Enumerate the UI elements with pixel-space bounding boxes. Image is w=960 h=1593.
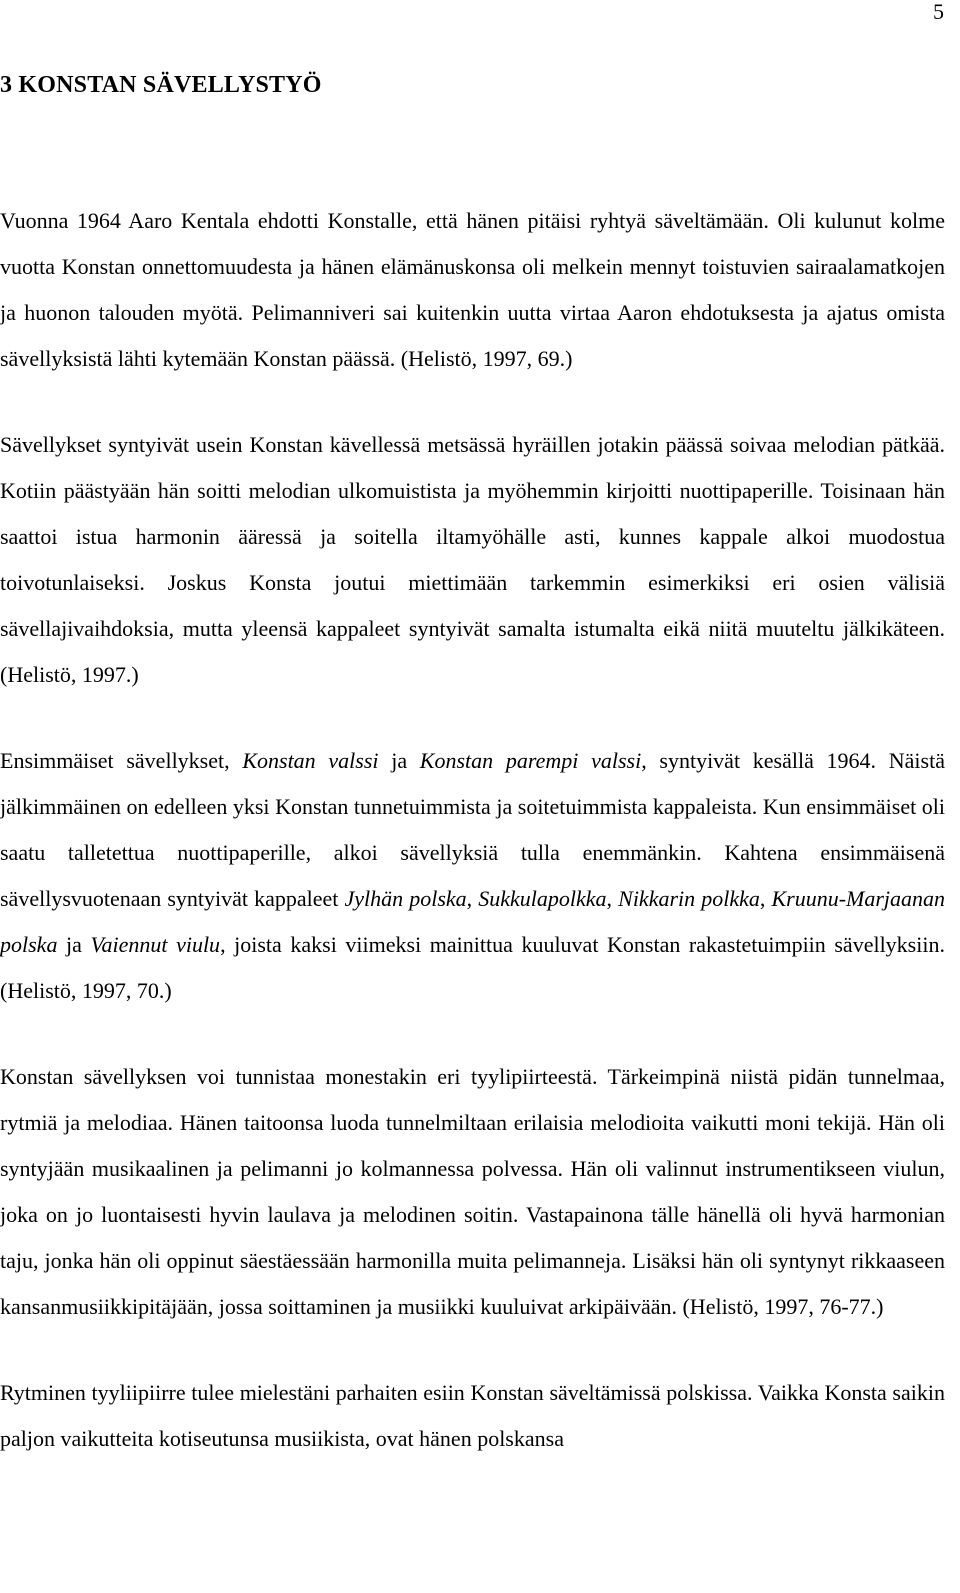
text-run: ja bbox=[57, 932, 91, 957]
text-run: Rytminen tyyliipiirre tulee mielestäni parhaiten esiin Konstan säveltämissä polskissa. Vaikka Konsta saikin paljon vaikutteita kotiseutunsa musiikista, ovat hänen polskansa bbox=[0, 1380, 945, 1451]
italic-title: Vaiennut viulu bbox=[90, 932, 221, 957]
paragraph-1 bbox=[0, 198, 945, 382]
text-run: , bbox=[759, 886, 772, 911]
body-text bbox=[0, 198, 945, 1502]
text-run: Vuonna 1964 Aaro Kentala ehdotti Konstalle, että hänen pitäisi ryhtyä säveltämään. Oli kulunut kolme vuotta Konstan onnettomuudesta ja hänen elämänuskonsa oli melkein mennyt toistuvien sairaalamatkojen ja huonon talouden myötä. Pelimanniveri sai kuitenkin uutta virtaa Aaron ehdotuksesta ja ajatus omista sävellyksistä lähti kytemään Konstan päässä. (Helistö, 1997, 69.) bbox=[0, 208, 945, 371]
text-run: , joista kaksi viimeksi mainittua kuuluvat Konstan rakastetuimpiin sävellyksiin. (Helistö, 1997, 70.) bbox=[0, 932, 945, 1003]
italic-title: Nikkarin polkka bbox=[618, 886, 760, 911]
text-run: , syntyivät kesällä 1964. Näistä jälkimmäinen on edelleen yksi Konstan tunnetuimmista ja soitetuimmista kappaleista. Kun ensimmäiset oli saatu talletettua nuottipaperille, alkoi sävellyksiä tulla enemmänkin. Kahtena ensimmäisenä sävellysvuotenaan syntyivät kappaleet bbox=[0, 748, 945, 911]
paragraph-5 bbox=[0, 1370, 945, 1462]
text-run: Konstan sävellyksen voi tunnistaa monestakin eri tyylipiirteestä. Tärkeimpinä niistä pidän tunnelmaa, rytmiä ja melodiaa. Hänen taitoonsa luoda tunnelmiltaan erilaisia melodioita vaikutti moni tekijä. Hän oli syntyjään musikaalinen ja pelimanni jo kolmannessa polvessa. Hän oli valinnut instrumentikseen viulun, joka on jo luontaisesti hyvin laulava ja melodinen soitin. Vastapainona tälle hänellä oli hyvä harmonian taju, jonka hän oli oppinut säestäessään harmonilla muita pelimanneja. Lisäksi hän oli syntynyt rikkaaseen kansanmusiikkipitäjään, jossa soittaminen ja musiikki kuuluivat arkipäivään. (Helistö, 1997, 76-77.) bbox=[0, 1064, 945, 1319]
text-run: , bbox=[466, 886, 479, 911]
chapter-heading: 3 KONSTAN SÄVELLYSTYÖ bbox=[0, 72, 322, 98]
italic-title: Sukkulapolkka bbox=[478, 886, 607, 911]
paragraph-2 bbox=[0, 422, 945, 698]
paragraph-4 bbox=[0, 1054, 945, 1330]
text-run: Sävellykset syntyivät usein Konstan kävellessä metsässä hyräillen jotakin päässä soivaa melodian pätkää. Kotiin päästyään hän soitti melodian ulkomuistista ja myöhemmin kirjoitti nuottipaperille. Toisinaan hän saattoi istua harmonin ääressä ja soitella iltamyöhälle asti, kunnes kappale alkoi muodostua toivotunlaiseksi. Joskus Konsta joutui miettimään tarkemmin esimerkiksi eri osien välisiä sävellajivaihdoksia, mutta yleensä kappaleet syntyivät samalta istumalta eikä niitä muuteltu jälkikäteen. (Helistö, 1997.) bbox=[0, 432, 945, 687]
italic-title: Konstan parempi valssi bbox=[419, 748, 642, 773]
text-run: , bbox=[606, 886, 619, 911]
italic-title: Konstan valssi bbox=[242, 748, 379, 773]
paragraph-3 bbox=[0, 738, 945, 1014]
text-run: Ensimmäiset sävellykset, bbox=[0, 748, 243, 773]
italic-title: Kruunu-Marjaanan polska bbox=[0, 886, 946, 957]
italic-title: Jylhän polska bbox=[344, 886, 467, 911]
text-run: ja bbox=[378, 748, 420, 773]
page-number: 5 bbox=[933, 0, 944, 24]
